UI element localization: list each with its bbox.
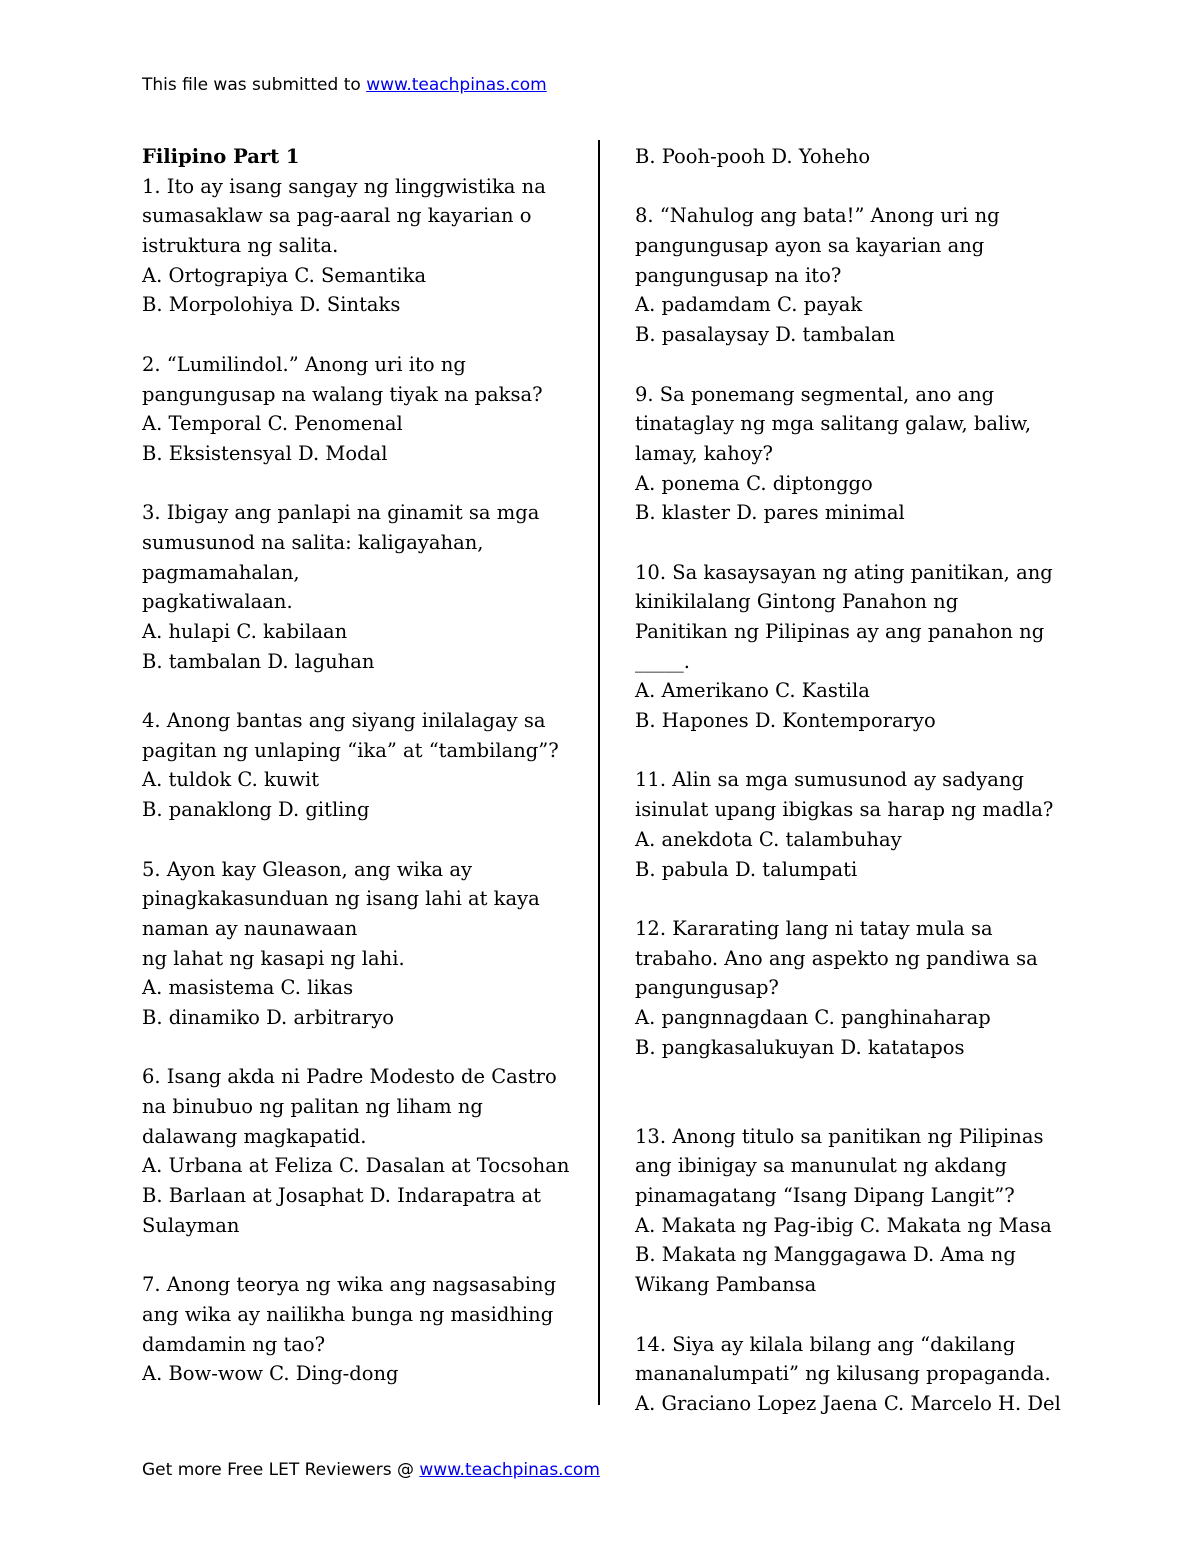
text-line: pangungusap na ito?	[635, 263, 842, 287]
text-line: B. Pooh-pooh D. Yoheho	[635, 145, 871, 168]
text-line: pinagkakasunduan ng isang lahi at kaya	[142, 887, 540, 911]
blank-line	[635, 884, 1075, 914]
text-line: 6. Isang akda ni Padre Modesto de Castro	[142, 1065, 557, 1089]
text-line: Panitikan ng Pilipinas ay ang panahon ng	[635, 620, 1045, 643]
text-line: pagitan ng unlaping “ika” at “tambilang”?	[142, 738, 559, 762]
page-header	[142, 75, 547, 95]
header-link[interactable]: www.teachpinas.com	[366, 75, 547, 95]
text-line: istruktura ng salita.	[142, 234, 339, 258]
text-line: pagkatiwalaan.	[142, 590, 293, 614]
text-line: A. Ortograpiya C. Semantika	[142, 263, 427, 287]
text-line: 5. Ayon kay Gleason, ang wika ay	[142, 857, 473, 881]
blank-line	[635, 350, 1075, 380]
blank-line	[635, 1092, 1075, 1122]
text-line: isinulat upang ibigkas sa harap ng madla?	[635, 798, 1054, 822]
column-divider	[598, 140, 600, 1405]
blank-line	[142, 320, 582, 350]
blank-line	[635, 528, 1075, 558]
text-line: A. anekdota C. talambuhay	[635, 827, 902, 851]
text-line: 9. Sa ponemang segmental, ano ang	[635, 382, 995, 406]
text-line: A. Bow-wow C. Ding-dong	[142, 1362, 399, 1386]
blank-line	[635, 736, 1075, 766]
text-line: tinataglay ng mga salitang galaw, baliw,	[635, 412, 1032, 436]
text-line: B. pangkasalukuyan D. katatapos	[635, 1035, 965, 1059]
left-column	[142, 142, 582, 1389]
text-line: 11. Alin sa mga sumusunod ay sadyang	[635, 768, 1024, 792]
blank-line	[142, 1033, 582, 1063]
blank-line	[635, 1062, 1075, 1092]
text-line: B. pabula D. talumpati	[635, 857, 858, 881]
text-line: A. Graciano Lopez Jaena C. Marcelo H. Del	[635, 1391, 1061, 1415]
text-line: A. hulapi C. kabilaan	[142, 620, 348, 643]
text-line: A. Temporal C. Penomenal	[142, 412, 403, 436]
blank-line	[142, 676, 582, 706]
text-line: ng lahat ng kasapi ng lahi.	[142, 946, 405, 970]
text-line: 8. “Nahulog ang bata!” Anong uri ng	[635, 204, 1000, 228]
text-line: dalawang magkapatid.	[142, 1124, 367, 1148]
text-line: kinikilalang Gintong Panahon ng	[635, 590, 959, 614]
text-line: 12. Kararating lang ni tatay mula sa	[635, 916, 993, 940]
text-line: pangungusap na walang tiyak na paksa?	[142, 382, 543, 406]
text-line: A. tuldok C. kuwit	[142, 768, 320, 792]
text-line: na binubuo ng palitan ng liham ng	[142, 1095, 483, 1118]
text-line: Sulayman	[142, 1213, 240, 1237]
text-line: 10. Sa kasaysayan ng ating panitikan, ang	[635, 560, 1053, 584]
text-line: 3. Ibigay ang panlapi na ginamit sa mga	[142, 501, 540, 525]
text-line: damdamin ng tao?	[142, 1332, 326, 1356]
page-footer	[142, 1460, 600, 1480]
text-line: pagmamahalan,	[142, 560, 300, 584]
text-line: B. Barlaan at Josaphat D. Indarapatra at	[142, 1184, 542, 1208]
text-line: A. pangnnagdaan C. panghinaharap	[635, 1005, 991, 1029]
text-line: B. dinamiko D. arbitraryo	[142, 1005, 394, 1029]
text-line: ang wika ay nailikha bunga ng masidhing	[142, 1302, 554, 1326]
text-line: sumusunod na salita: kaligayahan,	[142, 530, 484, 554]
right-column	[635, 142, 1075, 1419]
footer-text: Get more Free LET Reviewers @	[142, 1460, 420, 1480]
text-line: pangungusap ayon sa kayarian ang	[635, 234, 985, 258]
text-line: naman ay naunawaan	[142, 916, 358, 940]
text-line: mananalumpati” ng kilusang propaganda.	[635, 1362, 1051, 1386]
blank-line	[142, 469, 582, 499]
section-title: Filipino Part 1	[142, 145, 300, 168]
text-line: A. Amerikano C. Kastila	[635, 679, 870, 703]
text-line: B. Morpolohiya D. Sintaks	[142, 293, 401, 317]
blank-line	[635, 1300, 1075, 1330]
text-line: lamay, kahoy?	[635, 441, 774, 465]
blank-line	[142, 825, 582, 855]
text-line: ang ibinigay sa manunulat ng akdang	[635, 1154, 1007, 1178]
text-line: 1. Ito ay isang sangay ng linggwistika na	[142, 174, 546, 198]
text-line: A. Urbana at Feliza C. Dasalan at Tocsohan	[142, 1154, 570, 1178]
text-line: 7. Anong teorya ng wika ang nagsasabing	[142, 1273, 557, 1297]
text-line: sumasaklaw sa pag-aaral ng kayarian o	[142, 204, 532, 228]
text-line: 13. Anong titulo sa panitikan ng Pilipinas	[635, 1124, 1044, 1148]
text-line: B. pasalaysay D. tambalan	[635, 323, 896, 347]
text-line: _____.	[635, 649, 690, 673]
text-line: trabaho. Ano ang aspekto ng pandiwa sa	[635, 946, 1038, 970]
text-line: 4. Anong bantas ang siyang inilalagay sa	[142, 709, 546, 733]
text-line: B. klaster D. pares minimal	[635, 501, 905, 525]
header-text: This file was submitted to	[142, 75, 367, 95]
text-line: A. ponema C. diptonggo	[635, 471, 873, 495]
text-line: B. tambalan D. laguhan	[142, 649, 375, 673]
blank-line	[635, 172, 1075, 202]
text-line: 2. “Lumilindol.” Anong uri ito ng	[142, 352, 466, 376]
text-line: B. panaklong D. gitling	[142, 798, 370, 822]
text-line: 14. Siya ay kilala bilang ang “dakilang	[635, 1332, 1016, 1356]
text-line: A. Makata ng Pag-ibig C. Makata ng Masa	[635, 1213, 1052, 1237]
text-line: pangungusap?	[635, 976, 779, 1000]
text-line: A. padamdam C. payak	[635, 293, 863, 317]
text-line: A. masistema C. likas	[142, 976, 354, 1000]
footer-link[interactable]: www.teachpinas.com	[419, 1460, 600, 1480]
text-line: pinamagatang “Isang Dipang Langit”?	[635, 1184, 1015, 1208]
text-line: B. Makata ng Manggagawa D. Ama ng	[635, 1243, 1016, 1267]
text-line: Wikang Pambansa	[635, 1273, 817, 1297]
text-line: B. Eksistensyal D. Modal	[142, 441, 388, 465]
blank-line	[142, 1240, 582, 1270]
text-line: B. Hapones D. Kontemporaryo	[635, 709, 936, 733]
